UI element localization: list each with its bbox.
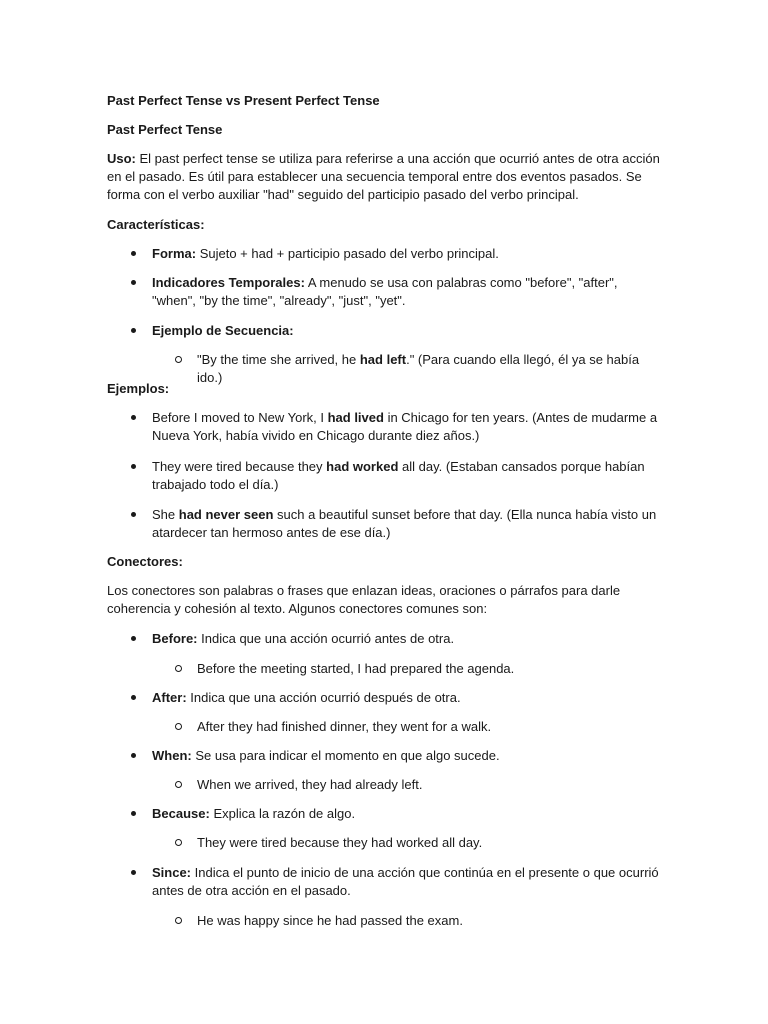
- list-item-label: When:: [152, 748, 192, 763]
- list-item-text: Sujeto + had + participio pasado del verbo principal.: [199, 246, 499, 261]
- example-text: such a beautiful sunset before that day. (Ella nunca había visto un atardecer tan hermoso antes de ese día.): [152, 507, 657, 540]
- sub-list-item: They were tired because they had worked all day.: [197, 834, 667, 852]
- document-title: Past Perfect Tense vs Present Perfect Tense: [107, 93, 380, 108]
- list-item: [152, 689, 662, 707]
- sub-list-item: Before the meeting started, I had prepared the agenda.: [197, 660, 667, 678]
- section-heading: Past Perfect Tense: [107, 122, 223, 137]
- example-text: "By the time she arrived, he: [197, 352, 360, 367]
- list-item: [152, 805, 662, 823]
- list-item: [152, 864, 662, 900]
- list-item-text: Indica que una acción ocurrió antes de otra.: [201, 631, 455, 646]
- list-item-label: After:: [152, 690, 187, 705]
- list-item-label: Forma:: [152, 246, 197, 261]
- example-emphasis: had lived: [327, 410, 384, 425]
- example-emphasis: had never seen: [178, 507, 274, 522]
- example-text: in Chicago for ten years. (Antes de mudarme a Nueva York, había vivido en Chicago durante diez años.): [152, 410, 658, 443]
- list-item: [152, 747, 662, 765]
- example-emphasis: had worked: [326, 459, 399, 474]
- sub-list-item: When we arrived, they had already left.: [197, 776, 667, 794]
- list-item: [152, 630, 662, 648]
- list-item-text: Indica que una acción ocurrió después de otra.: [190, 690, 461, 705]
- list-item-label: Before:: [152, 631, 198, 646]
- list-item-text: A menudo se usa con palabras como "before", "after", "when", "by the time", "already", "just", "yet".: [152, 275, 618, 308]
- example-text: Before I moved to New York, I: [152, 410, 328, 425]
- example-text: all day. (Estaban cansados porque habían trabajado todo el día.): [152, 459, 645, 492]
- ejemplos-heading: Ejemplos:: [107, 381, 170, 396]
- list-item: [152, 409, 662, 445]
- list-item-label: Ejemplo de Secuencia:: [152, 323, 294, 338]
- list-item: [152, 458, 662, 494]
- conectores-intro: Los conectores son palabras o frases que enlazan ideas, oraciones o párrafos para darle coherencia y cohesión al texto. Algunos conectores comunes son:: [107, 583, 621, 616]
- example-emphasis: had left: [359, 352, 407, 367]
- sub-list-item: He was happy since he had passed the exam.: [197, 912, 667, 930]
- example-text: They were tired because they: [152, 459, 327, 474]
- list-item: [152, 506, 662, 542]
- example-text: She: [152, 507, 179, 522]
- list-item-text: Explica la razón de algo.: [213, 806, 356, 821]
- conectores-heading: Conectores:: [107, 554, 183, 569]
- list-item-label: Indicadores Temporales:: [152, 275, 305, 290]
- uso-paragraph: [107, 150, 667, 204]
- example-text: ." (Para cuando ella llegó, él ya se había ido.): [197, 352, 640, 385]
- sub-list-item: After they had finished dinner, they went for a walk.: [197, 718, 667, 736]
- list-item-text: Indica el punto de inicio de una acción que continúa en el presente o que ocurrió antes de otra acción en el pasado.: [152, 865, 659, 898]
- uso-text: El past perfect tense se utiliza para referirse a una acción que ocurrió antes de otra acción en el pasado. Es útil para establecer una secuencia temporal entre dos eventos pasados. Se forma con el verbo auxiliar "had" seguido del participio pasado del verbo principal.: [107, 151, 660, 202]
- list-item: [152, 274, 662, 310]
- uso-label: Uso:: [107, 151, 136, 166]
- caracteristicas-heading: Características:: [107, 217, 205, 232]
- list-item-text: Se usa para indicar el momento en que algo sucede.: [195, 748, 500, 763]
- list-item-label: Because:: [152, 806, 210, 821]
- list-item-label: Since:: [152, 865, 192, 880]
- list-item: [152, 245, 662, 263]
- list-item: [152, 322, 662, 340]
